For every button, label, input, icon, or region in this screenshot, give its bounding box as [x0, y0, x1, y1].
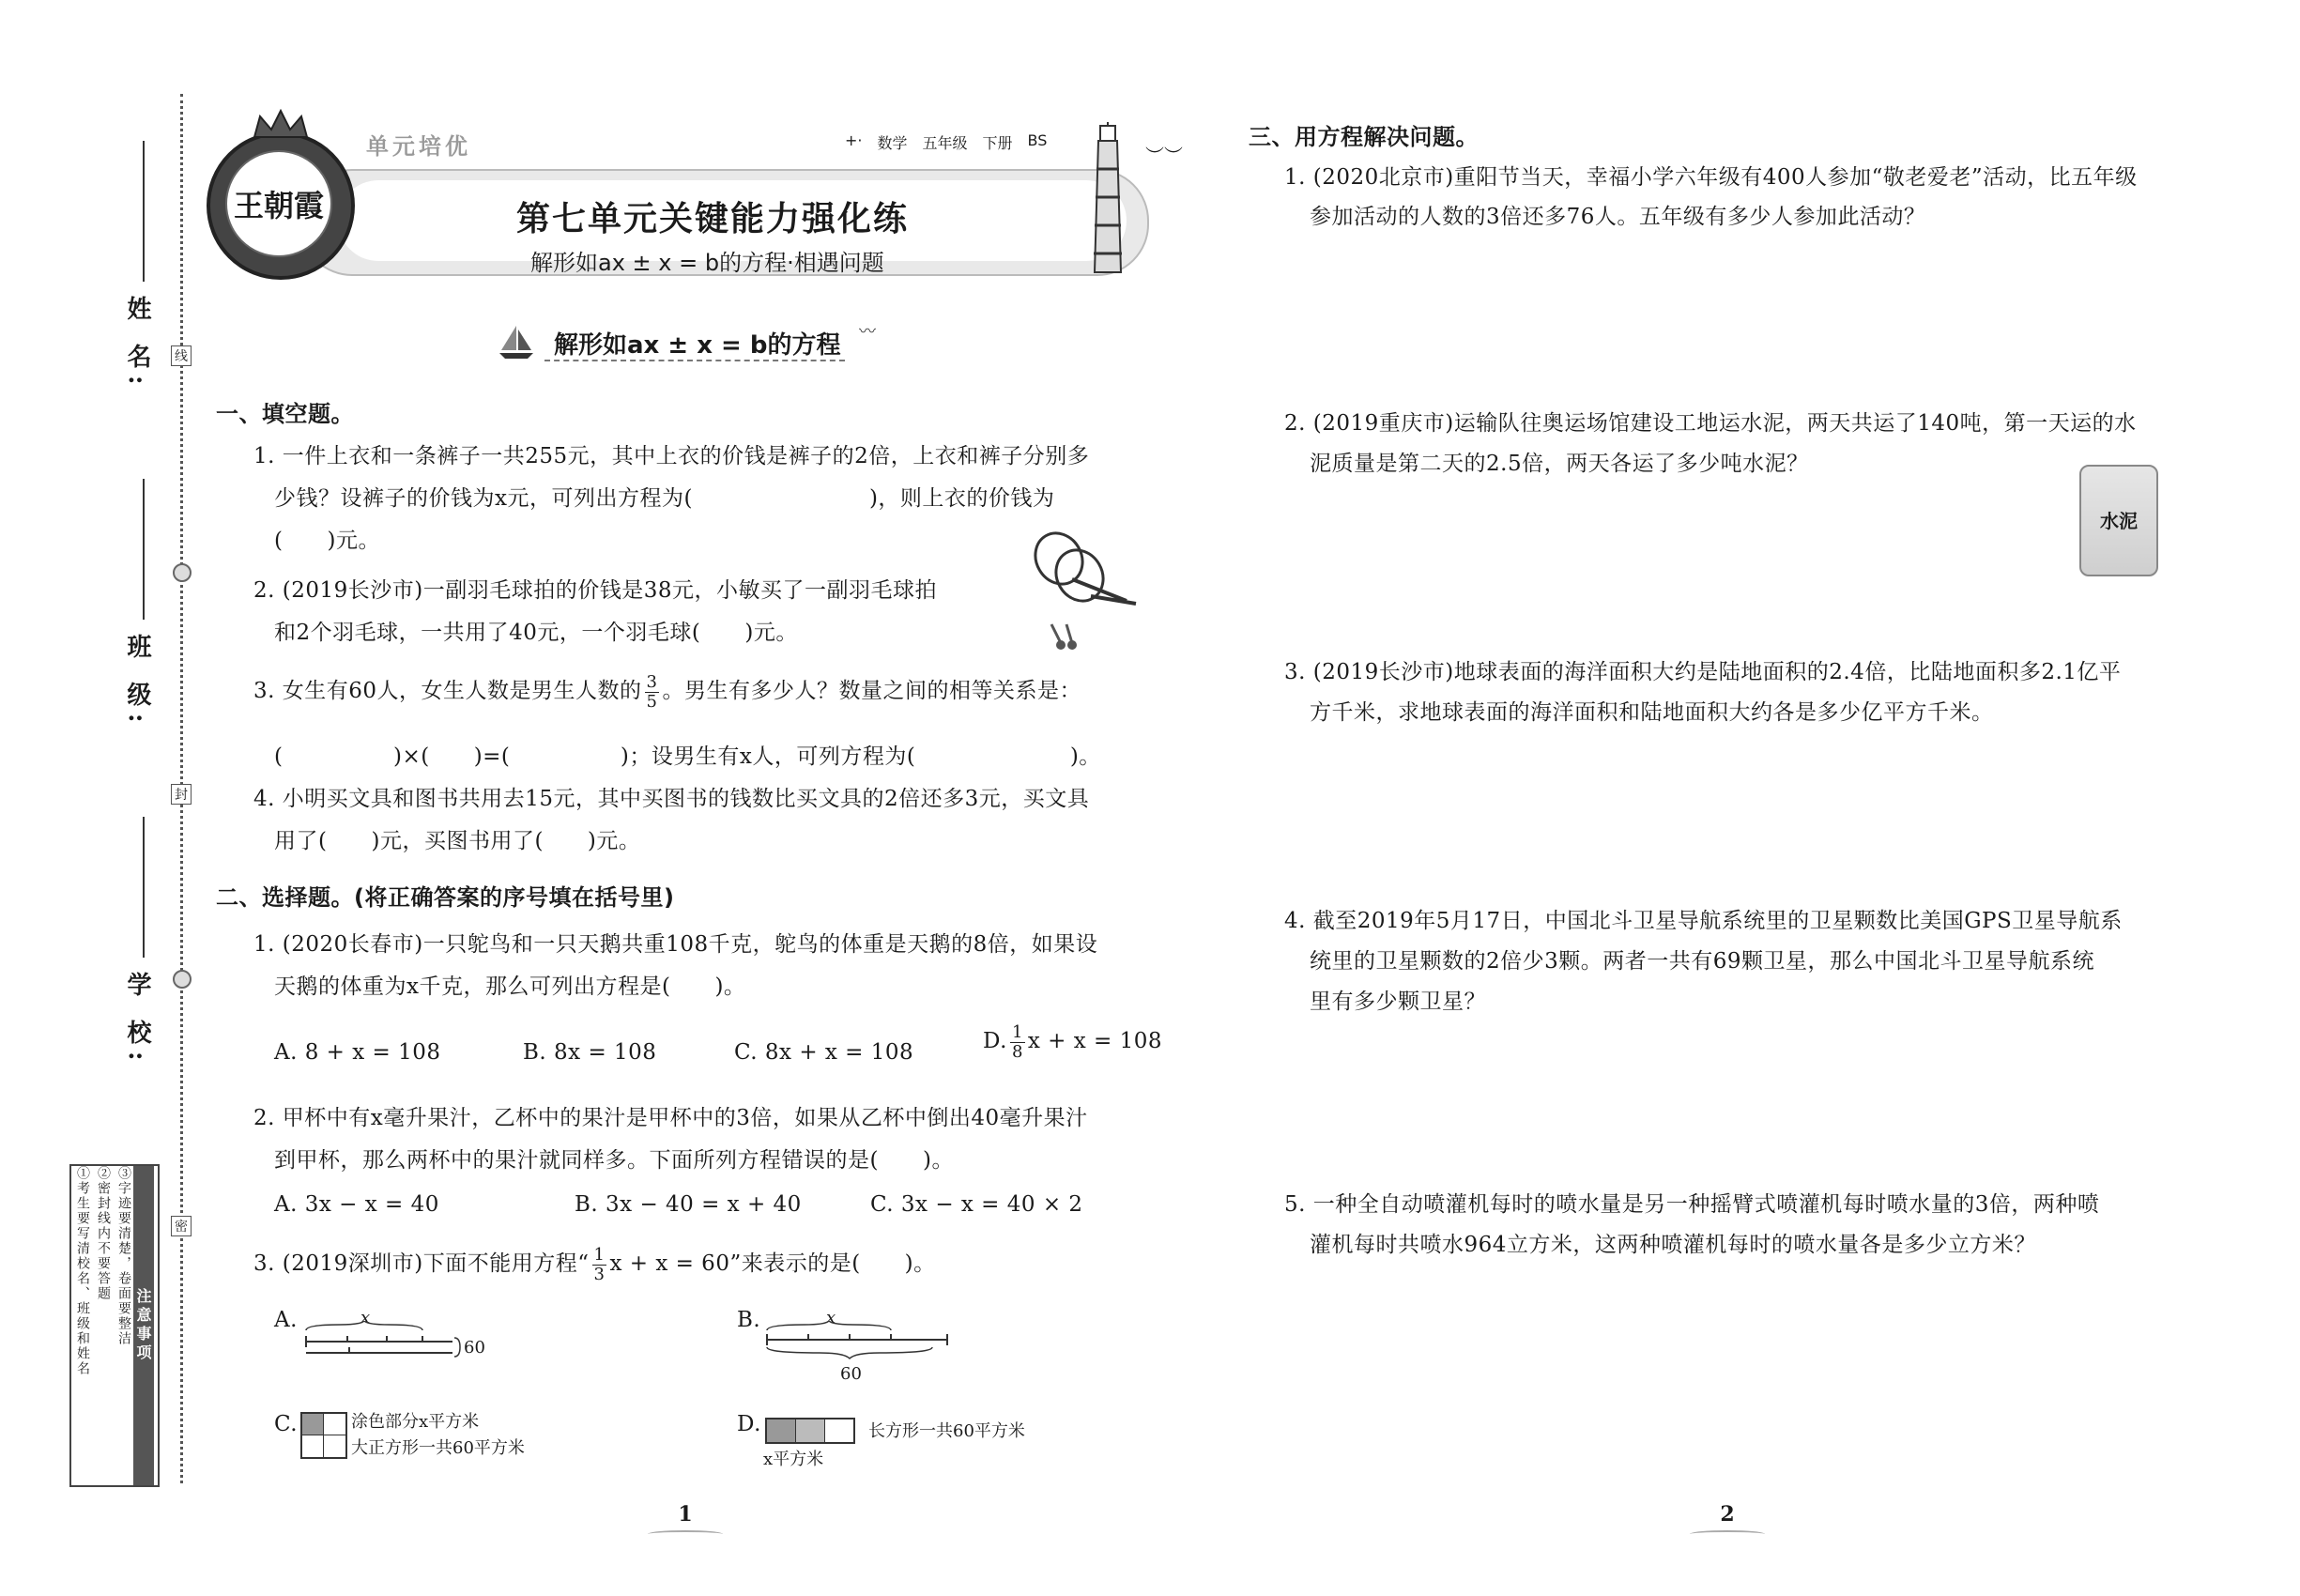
c1-option-c: C. 8x + x = 108: [734, 1040, 914, 1065]
c1-frac-num: 1: [1011, 1021, 1023, 1042]
notice-title: 注意事项: [133, 1166, 154, 1485]
q3-text-a: 3. 女生有60人，女生人数是男生人数的: [253, 679, 642, 703]
c3-option-a-label: A.: [274, 1308, 298, 1332]
c3-option-d-rect: [765, 1418, 855, 1444]
header: [207, 113, 1202, 300]
cut-mark-3: 密: [171, 1216, 192, 1236]
logo-badge: [207, 131, 355, 280]
binding-margin: [56, 94, 197, 1483]
cut-mark-1: 线: [171, 345, 192, 366]
q3-line2: ( )×( )=( )；设男生有x人，可列方程为( )。: [274, 744, 1101, 769]
q2-line2: 和2个羽毛球，一共用了40元，一个羽毛球( )元。: [274, 621, 798, 645]
p2-line2: 泥质量是第二天的2.5倍，两天各运了多少吨水泥？: [1310, 452, 1809, 476]
page-title: 第七单元关键能力强化练: [516, 200, 910, 238]
c3-option-b-x: x: [826, 1308, 836, 1327]
cement-bag-label: 水泥: [2100, 510, 2138, 532]
page-number-right: [1690, 1502, 1765, 1538]
q3-frac-den: 5: [646, 691, 658, 712]
meta-subject: 数学: [877, 134, 908, 152]
series-tag: 单元培优: [366, 133, 471, 160]
c1-option-b: B. 8x = 108: [523, 1040, 657, 1065]
c3-text-b: x + x = 60”来表示的是( )。: [609, 1251, 936, 1276]
q3-fraction: [645, 673, 660, 712]
c3-option-d-label: D.: [737, 1412, 761, 1436]
header-meta: [845, 131, 1047, 153]
bird-icon: 〰: [859, 322, 876, 342]
p1-line1: 1. (2020北京市)重阳节当天，幸福小学六年级有400人参加“敬老爱老”活动，比五年级: [1284, 165, 2138, 190]
seagull-icon: ︶︶: [1145, 145, 1183, 167]
section-banner: [498, 324, 892, 361]
c2-line2: 到甲杯，那么两杯中的果汁就同样多。下面所列方程错误的是( )。: [274, 1148, 954, 1173]
page-subtitle: 解形如ax ± x = b的方程·相遇问题: [530, 250, 884, 276]
meta-volume: 下册: [982, 134, 1013, 152]
clip-circle-1: [173, 563, 192, 582]
p5-line2: 灌机每时共喷水964立方米，这两种喷灌机每时的喷水量各是多少立方米？: [1310, 1233, 2036, 1257]
crown-icon: [253, 109, 309, 143]
c1-option-d-label: D.: [983, 1029, 1007, 1053]
c1-frac-den: 8: [1011, 1041, 1023, 1062]
c2-option-c: C. 3x − x = 40 × 2: [870, 1192, 1083, 1217]
part1-title: 一、填空题。: [216, 401, 354, 427]
page-number-right-text: 2: [1720, 1502, 1735, 1527]
c1-option-d: [983, 1021, 1162, 1062]
section-banner-text: 解形如ax ± x = b的方程: [554, 331, 841, 360]
cement-bag: [2079, 465, 2158, 576]
c2-option-b: B. 3x − 40 = x + 40: [575, 1192, 802, 1217]
c3-option-d: [737, 1408, 1112, 1483]
notice-item-3: ③字迹要清楚，卷面要整洁: [116, 1166, 131, 1346]
section-banner-line: [544, 360, 845, 361]
q1-line3: ( )元。: [274, 529, 380, 553]
class-underline: [143, 479, 145, 620]
q1-line1: 1. 一件上衣和一条裤子一共255元，其中上衣的价钱是裤子的2倍，上衣和裤子分别多: [253, 444, 1090, 468]
q3-text-b: 。男生有多少人？数量之间的相等关系是：: [662, 679, 1081, 703]
q4-line1: 4. 小明买文具和图书共用去15元，其中买图书的钱数比买文具的2倍还多3元，买文具: [253, 787, 1090, 811]
page-number-right-wave: [1690, 1530, 1765, 1538]
c3-frac-den: 3: [593, 1264, 606, 1284]
c1-line2: 天鹅的体重为x千克，那么可列出方程是( )。: [274, 974, 746, 999]
logo-inner: [225, 150, 332, 257]
c3-option-b-total: 60: [840, 1364, 862, 1384]
page-number-left-wave: [648, 1530, 723, 1538]
c1-option-a: A. 8 + x = 108: [274, 1040, 441, 1065]
p2-line1: 2. (2019重庆市)运输队往奥运场馆建设工地运水泥，两天共运了140吨，第一天运的水: [1284, 411, 2137, 436]
part3-title: 三、用方程解决问题。: [1249, 124, 1479, 150]
c3-option-a: [274, 1310, 509, 1385]
p4-line3: 里有多少颗卫星？: [1310, 990, 1486, 1014]
school-label: 学 校:: [123, 972, 151, 1068]
c1-fraction: [1010, 1023, 1025, 1062]
c3-line1: [253, 1244, 936, 1284]
p4-line1: 4. 截至2019年5月17日，中国北斗卫星导航系统里的卫星颗数比美国GPS卫星导航系: [1284, 909, 2123, 933]
c3-option-b: [737, 1310, 962, 1394]
class-label: 班 级:: [123, 634, 151, 730]
q2-line1: 2. (2019长沙市)一副羽毛球拍的价钱是38元，小敏买了一副羽毛球拍: [253, 578, 938, 603]
name-label: 姓 名:: [123, 296, 151, 392]
c2-line1: 2. 甲杯中有x毫升果汁，乙杯中的果汁是甲杯中的3倍，如果从乙杯中倒出40毫升果汁: [253, 1106, 1088, 1130]
c3-option-d-right: 长方形一共60平方米: [868, 1421, 1025, 1441]
c3-text-a: 3. (2019深圳市)下面不能用方程“: [253, 1251, 590, 1276]
c3-option-c-square: [300, 1412, 347, 1459]
c3-frac-num: 1: [593, 1244, 606, 1265]
c3-option-c-label: C.: [274, 1412, 299, 1436]
c3-option-a-x: x: [360, 1308, 371, 1327]
logo-text: 王朝霞: [233, 188, 324, 223]
c3-option-b-bar: [763, 1321, 951, 1368]
part2-title: 二、选择题。(将正确答案的序号填在括号里): [216, 884, 675, 911]
cut-mark-2: 封: [171, 784, 192, 805]
p5-line1: 5. 一种全自动喷灌机每时的喷水量是另一种摇臂式喷灌机每时喷水量的3倍，两种喷: [1284, 1192, 2100, 1217]
page-number-left: [648, 1502, 723, 1538]
q1-line2: 少钱？设裤子的价钱为x元，可列出方程为( )，则上衣的价钱为: [274, 486, 1055, 511]
name-underline: [143, 141, 145, 282]
p3-line2: 方千米，求地球表面的海洋面积和陆地面积大约各是多少亿平方千米。: [1310, 700, 1994, 725]
school-underline: [143, 817, 145, 958]
c3-option-a-total: 60: [464, 1338, 485, 1358]
q4-line2: 用了( )元，买图书用了( )元。: [274, 829, 641, 853]
clip-circle-2: [173, 970, 192, 989]
sailboat-icon: [498, 324, 535, 363]
page-number-left-text: 1: [678, 1502, 693, 1527]
meta-grade: 五年级: [922, 134, 968, 152]
notice-item-1: ①考生要写清校名、班级和姓名: [75, 1166, 90, 1376]
c3-option-c-line1: 涂色部分x平方米: [351, 1412, 480, 1432]
p1-line2: 参加活动的人数的3倍还多76人。五年级有多少人参加此活动？: [1310, 205, 1926, 229]
c1-option-d-rest: x + x = 108: [1027, 1029, 1163, 1053]
c3-option-d-bottom: x平方米: [763, 1450, 824, 1469]
c3-option-a-bar: [302, 1321, 462, 1358]
p3-line1: 3. (2019长沙市)地球表面的海洋面积大约是陆地面积的2.4倍，比陆地面积多2.1亿平: [1284, 660, 2122, 684]
badminton-icon: [1023, 530, 1145, 656]
sparkle-icon: +·: [845, 131, 863, 149]
notice-item-2: ②密封线内不要答题: [96, 1166, 111, 1301]
c2-option-a: A. 3x − x = 40: [274, 1192, 439, 1217]
c1-line1: 1. (2020长春市)一只鸵鸟和一只天鹅共重108千克，鸵鸟的体重是天鹅的8倍，如果设: [253, 932, 1098, 957]
c3-option-b-label: B.: [737, 1308, 761, 1332]
p4-line2: 统里的卫星颗数的2倍少3颗。两者一共有69颗卫星，那么中国北斗卫星导航系统: [1310, 949, 2095, 974]
meta-edition: BS: [1027, 131, 1048, 149]
lighthouse-icon: [1080, 122, 1136, 285]
c3-option-c-line2: 大正方形一共60平方米: [351, 1438, 525, 1458]
c3-fraction: [592, 1246, 607, 1284]
notice-box: [69, 1164, 160, 1487]
c3-option-c: [274, 1408, 650, 1474]
q3-line1: [253, 671, 1081, 712]
q3-frac-num: 3: [646, 671, 658, 692]
